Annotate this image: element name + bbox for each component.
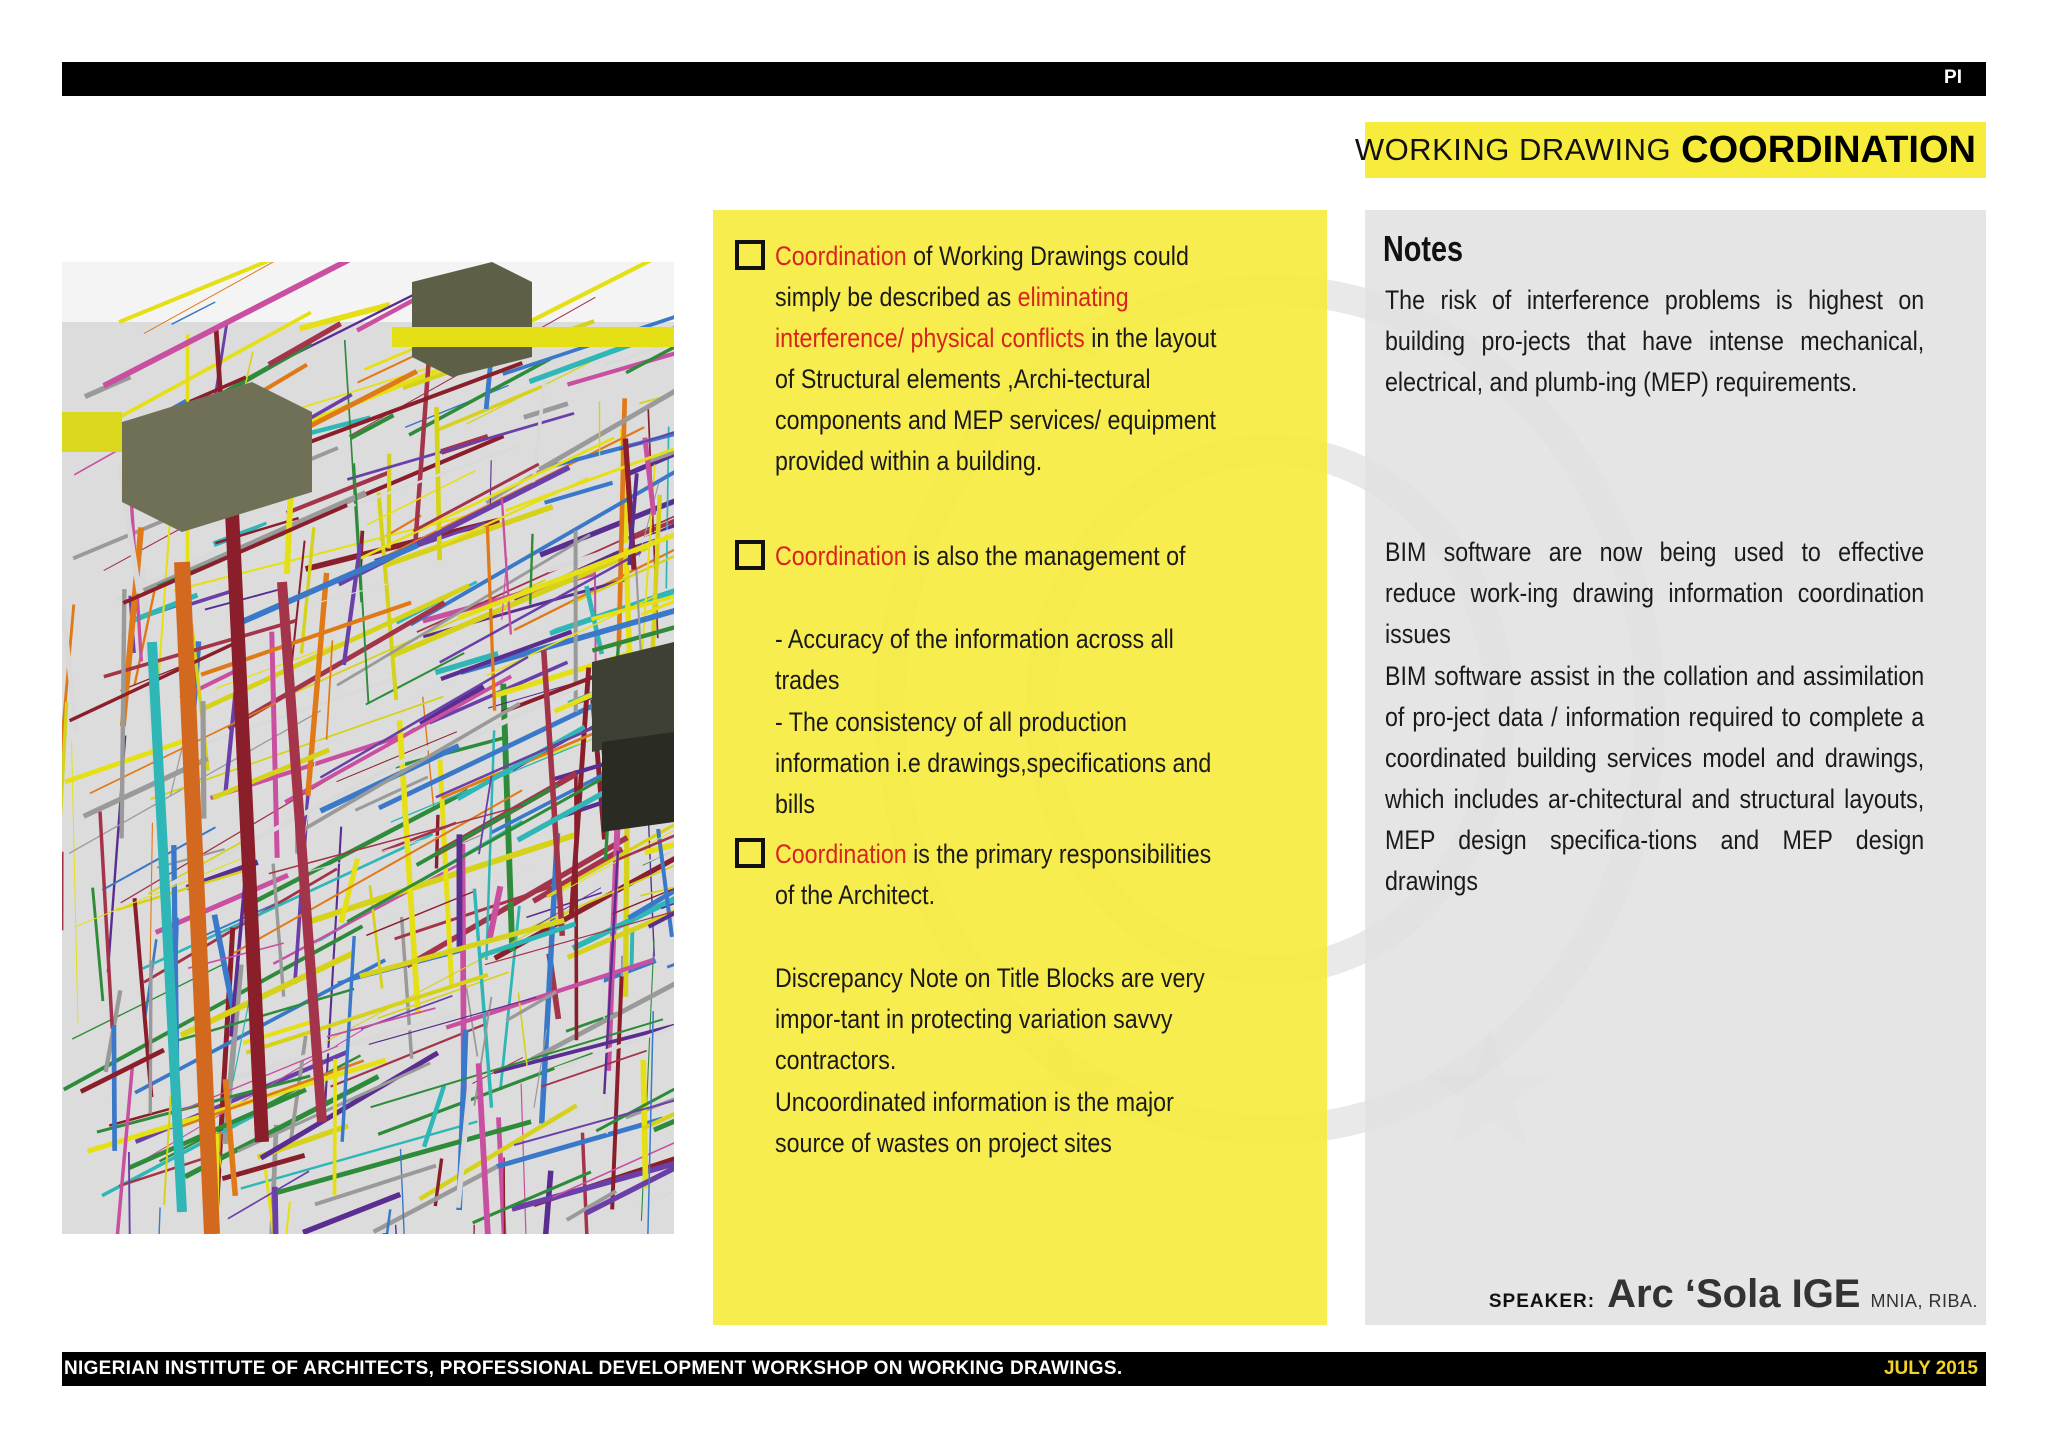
bullet-accuracy: - Accuracy of the information across all trades [775,624,1174,695]
highlight-coordination: Coordination [775,241,907,271]
top-banner [62,62,1986,96]
title-bold: COORDINATION [1681,128,1976,171]
highlight-coordination: Coordination [775,839,907,869]
pipe-segment [436,815,437,869]
speaker-name: Arc ‘Sola IGE [1607,1272,1861,1316]
checkbox-icon [735,540,765,570]
footer-organization: NIGERIAN INSTITUTE OF ARCHITECTS, PROFESSIONAL DEVELOPMENT WORKSHOP ON WORKING DRAWINGS. [64,1358,1123,1379]
note-bim-assist: BIM software assist in the collation and assimilation of pro-ject data / information required to complete a coordinated building services model and drawings, which includes ar-chitectural and structural layouts, MEP design specifica-tions and MEP design drawings [1385,661,1925,896]
pipe-segment [436,407,439,560]
page-code: PI [1944,67,1962,88]
pipe-segment [150,960,151,1113]
highlight-eliminating-interference: eliminating interference/ physical conflicts [775,282,1129,353]
paragraph-discrepancy-note: Discrepancy Note on Title Blocks are very impor-tant in protecting variation savvy contractors. [775,963,1205,1075]
notes-heading: Notes [1383,228,1464,269]
note-interference-risk: The risk of interference problems is highest on building pro-jects that have intense mechanical, electrical, and plumb-ing (MEP) requirements. [1385,285,1925,397]
pipe-segment [504,1157,505,1234]
highlight-coordination: Coordination [775,541,907,571]
text-run: of Working Drawings could simply be described as [775,241,1189,312]
pipe-segment [643,1060,645,1189]
page-title [1354,122,1986,178]
paragraph-uncoordinated-information: Uncoordinated information is the major source of wastes on project sites [775,1087,1174,1158]
text-run: is also the management of [906,541,1186,571]
speaker-credit [1489,1272,1978,1317]
paragraph-coordination-definition [775,236,1222,482]
bullet-consistency: - The consistency of all production information i.e drawings,specifications and bills [775,707,1212,819]
speaker-label: SPEAKER: [1488,1291,1596,1312]
mep-model-image [62,262,674,1234]
paragraph-coordination-management [775,536,1222,577]
speaker-credentials: MNIA, RIBA. [1870,1291,1978,1311]
pipe-segment [334,1059,335,1195]
text-run: in the layout of Structural elements ,Archi-tectural components and MEP services/ equipment provided within a building. [775,323,1217,476]
checkbox-icon [735,838,765,868]
paragraph-coordination-responsibility [775,834,1222,916]
footer-banner [62,1352,1986,1386]
footer-date: JULY 2015 [1883,1358,1978,1379]
notes-panel [1365,210,1986,1325]
pipe-segment [632,929,633,970]
text-run: is the primary responsibilities of the Architect. [775,839,1212,910]
main-content-panel [713,210,1327,1325]
title-light: WORKING DRAWING [1354,132,1672,167]
pipe-segment [122,589,125,838]
pipe-segment [114,1025,115,1151]
note-bim-reduce-issues: BIM software are now being used to effective reduce work-ing drawing information coordination issues [1385,537,1925,649]
checkbox-icon [735,240,765,270]
